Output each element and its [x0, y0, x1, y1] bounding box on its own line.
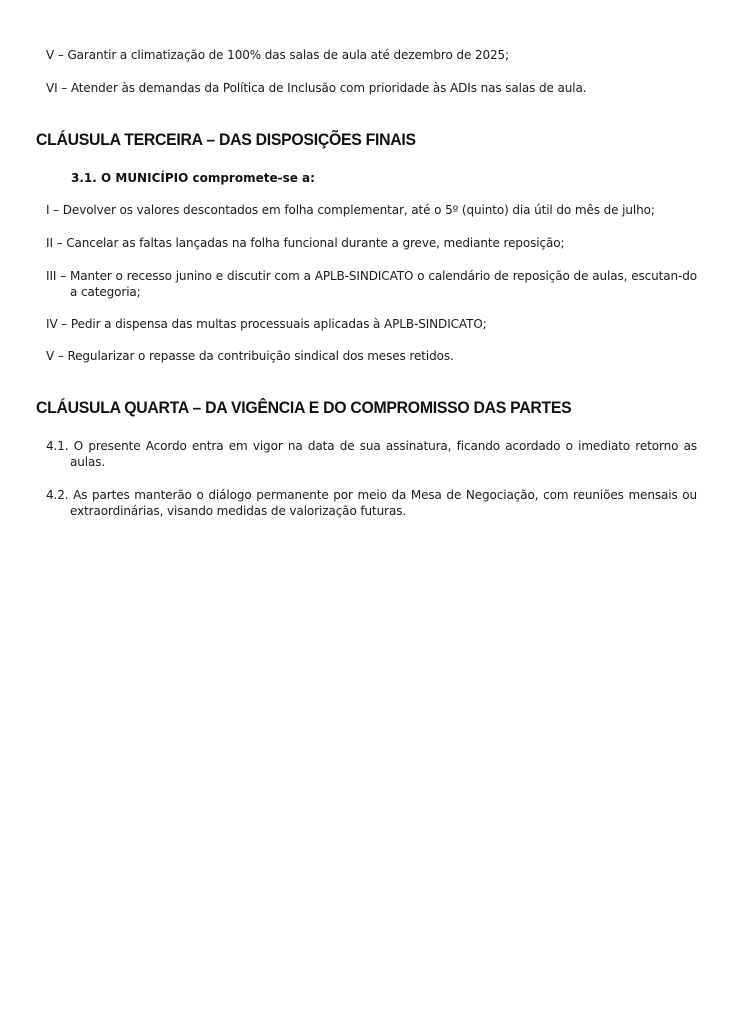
clause-three-item-i: I – Devolver os valores descontados em folha complementar, até o 5º (quinto) dia útil do mês de julho; — [46, 203, 655, 217]
clause-three-item-iv: IV – Pedir a dispensa das multas processuais aplicadas à APLB-SINDICATO; — [46, 317, 487, 331]
clause-four-item-4-2: 4.2. As partes manterão o diálogo permanente por meio da Mesa de Negociação, com reuniões mensais ou extraordinárias, visando medidas de valorização futuras. — [46, 488, 697, 518]
clause-two-item-v: V – Garantir a climatização de 100% das salas de aula até dezembro de 2025; — [46, 48, 510, 62]
clause-three-item-iii: III – Manter o recesso junino e discutir com a APLB-SINDICATO o calendário de reposição de aulas, escutan-do a categoria; — [46, 269, 697, 299]
clause-four-heading: CLÁUSULA QUARTA – DA VIGÊNCIA E DO COMPROMISSO DAS PARTES — [36, 398, 572, 417]
clause-three-item-ii: II – Cancelar as faltas lançadas na folha funcional durante a greve, mediante reposição; — [46, 236, 565, 250]
clause-four-item-4-1: 4.1. O presente Acordo entra em vigor na data de sua assinatura, ficando acordado o imediato retorno as aulas. — [46, 439, 697, 469]
clause-two-item-vi: VI – Atender às demandas da Política de Inclusão com prioridade às ADIs nas salas de aula. — [46, 81, 587, 95]
clause-three-subheading: 3.1. O MUNICÍPIO compromete-se a: — [71, 171, 315, 185]
clause-three-heading: CLÁUSULA TERCEIRA – DAS DISPOSIÇÕES FINAIS — [36, 130, 416, 149]
clause-three-item-v: V – Regularizar o repasse da contribuição sindical dos meses retidos. — [46, 349, 454, 363]
